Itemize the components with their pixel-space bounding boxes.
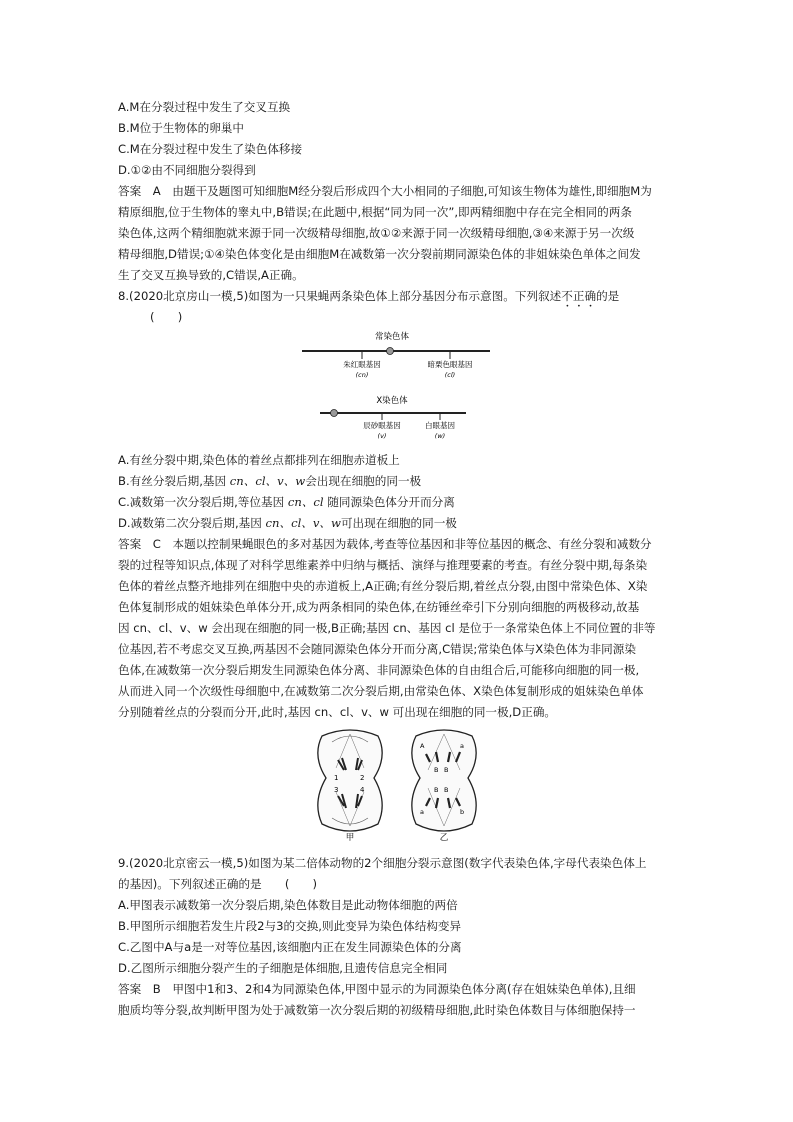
q8-stem-emphasis: 不正确 [561, 289, 597, 303]
q9-answer-line: 胞质均等分裂,故判断甲图为处于减数第一次分裂后期的初级精母细胞,此时染色体数目与体细胞保持一 [118, 1003, 636, 1017]
q8-answer-line: 色体,在减数第一次分裂后期发生同源染色体分离、非同源染色体的自由组合后,可能移向细胞的同一极, [118, 663, 640, 677]
q7-answer-line: 答案 A 由题干及题图可知细胞M经分裂后形成四个大小相同的子细胞,可知该生物体为雄性,即细胞M为 [118, 184, 652, 198]
autosome-centromere [387, 348, 394, 355]
gene-label: B [434, 786, 439, 794]
q8-answer-line: 答案 C 本题以控制果蝇眼色的多对基因为载体,考查等位基因和非等位基因的概念、有丝分裂和减数分 [118, 537, 652, 551]
q9-answer-line: 答案 B 甲图中1和3、2和4为同源染色体,甲图中显示的为同源染色体分离(存在姐妹染色单体),且细 [118, 982, 636, 996]
q8-stem: 8.(2020北京房山一模,5)如图为一只果蝇两条染色体上部分基因分布示意图。下列叙述不正确的是 [118, 289, 620, 303]
cell-jia-label: 甲 [345, 833, 355, 843]
gene4-symbol: (w) [434, 432, 446, 440]
gene1-symbol: (cn) [355, 371, 369, 379]
q8-answer-line: 分别随着丝点的分裂而分开,此时,基因 cn、cl、v、w 可出现在细胞的同一极,D正确。 [118, 705, 557, 719]
chromosome-label-3: 3 [334, 786, 339, 794]
gene-label: B [444, 766, 449, 774]
q9-cell-division-figure [310, 726, 485, 844]
q8-answer-line: 色体的着丝点整齐地排列在细胞中央的赤道板上,A正确;有丝分裂后期,着丝点分裂,由图中常染色体、X染 [118, 579, 648, 593]
q8-answer-line: 因 cn、cl、v、w 会出现在细胞的同一极,B正确;基因 cn、基因 cl 是位于一条常染色体上不同位置的非等 [118, 621, 656, 635]
q7-option-d: D.①②由不同细胞分裂得到 [118, 163, 256, 177]
q8-answer-line: 色体复制形成的姐妹染色单体分开,成为两条相同的染色体,在纺锤丝牵引下分别向细胞的两极移动,故基 [118, 600, 640, 614]
gene-label: b [460, 808, 465, 816]
q8-option-a: A.有丝分裂中期,染色体的着丝点都排列在细胞赤道板上 [118, 453, 400, 467]
q7-option-a: A.M在分裂过程中发生了交叉互换 [118, 100, 291, 114]
gene-label: a [460, 742, 464, 750]
cell-yi [412, 730, 476, 831]
gene4-label: 白眼基因 [425, 421, 455, 430]
q9-option-a: A.甲图表示减数第一次分裂后期,染色体数目是此动物体细胞的两倍 [118, 898, 458, 912]
gene-label: B [444, 786, 449, 794]
gene3-label: 辰砂眼基因 [363, 421, 401, 430]
autosome-title: 常染色体 [374, 332, 410, 342]
q8-option-c: C.减数第一次分裂后期,等位基因 cn、cl 随同源染色体分开而分离 [118, 495, 455, 509]
q9-option-d: D.乙图所示细胞分裂产生的子细胞是体细胞,且遗传信息完全相同 [118, 961, 448, 975]
gene-label: a [420, 808, 424, 816]
q7-answer-line: 染色体,这两个精细胞就来源于同一次级精母细胞,故①②来源于同一次级精母细胞,③④来源于另一次级 [118, 226, 635, 240]
chromosome-label-2: 2 [360, 774, 365, 782]
gene1-label: 朱红眼基因 [343, 360, 381, 369]
q8-answer-line: 位基因,若不考虑交叉互换,两基因不会随同源染色体分开而分离,C错误;常染色体与X染色体为非同源染 [118, 642, 636, 656]
gene2-label: 暗栗色眼基因 [427, 360, 473, 369]
q9-option-b: B.甲图所示细胞若发生片段2与3的交换,则此变异为染色体结构变异 [118, 919, 462, 933]
gene-label: A [420, 742, 425, 750]
q9-stem-line2: 的基因)。下列叙述正确的是 ( ) [118, 877, 318, 891]
q8-answer-line: 从而进入同一个次级性母细胞中,在减数第二次分裂后期,由常染色体、X染色体复制形成的姐妹染色单体 [118, 684, 644, 698]
gene-label: B [434, 766, 439, 774]
x-chromosome-title: X染色体 [376, 396, 408, 406]
q8-chromosome-figure [290, 325, 510, 445]
q8-option-b: B.有丝分裂后期,基因 cn、cl、v、w会出现在细胞的同一极 [118, 474, 422, 488]
q8-answer-paren: ( ) [150, 310, 183, 324]
cell-yi-label: 乙 [439, 833, 449, 843]
q8-answer-line: 裂的过程等知识点,体现了对科学思维素养中归纳与概括、演绎与推理要素的考查。有丝分裂中期,每条染 [118, 558, 648, 572]
q8-option-d: D.减数第二次分裂后期,基因 cn、cl、v、w可出现在细胞的同一极 [118, 516, 457, 530]
q7-answer-line: 生了交叉互换导致的,C错误,A正确。 [118, 268, 304, 282]
q7-option-b: B.M位于生物体的卵巢中 [118, 121, 244, 135]
chromosome-label-1: 1 [334, 774, 339, 782]
x-centromere [331, 410, 338, 417]
q7-answer-line: 精母细胞,D错误;①④染色体变化是由细胞M在减数第一次分裂前期同源染色体的非姐妹染色单体之间发 [118, 247, 641, 261]
q7-option-c: C.M在分裂过程中发生了染色体移接 [118, 142, 303, 156]
q9-stem-line1: 9.(2020北京密云一模,5)如图为某二倍体动物的2个细胞分裂示意图(数字代表染色体,字母代表染色体上 [118, 856, 647, 870]
gene3-symbol: (v) [377, 432, 387, 440]
q9-option-c: C.乙图中A与a是一对等位基因,该细胞内正在发生同源染色体的分离 [118, 940, 462, 954]
chromosome-label-4: 4 [360, 786, 365, 794]
q7-answer-line: 精原细胞,位于生物体的睾丸中,B错误;在此题中,根据“同为同一次”,即两精细胞中存在完全相同的两条 [118, 205, 632, 219]
cell-jia [318, 730, 382, 831]
gene2-symbol: (cl) [444, 371, 456, 379]
